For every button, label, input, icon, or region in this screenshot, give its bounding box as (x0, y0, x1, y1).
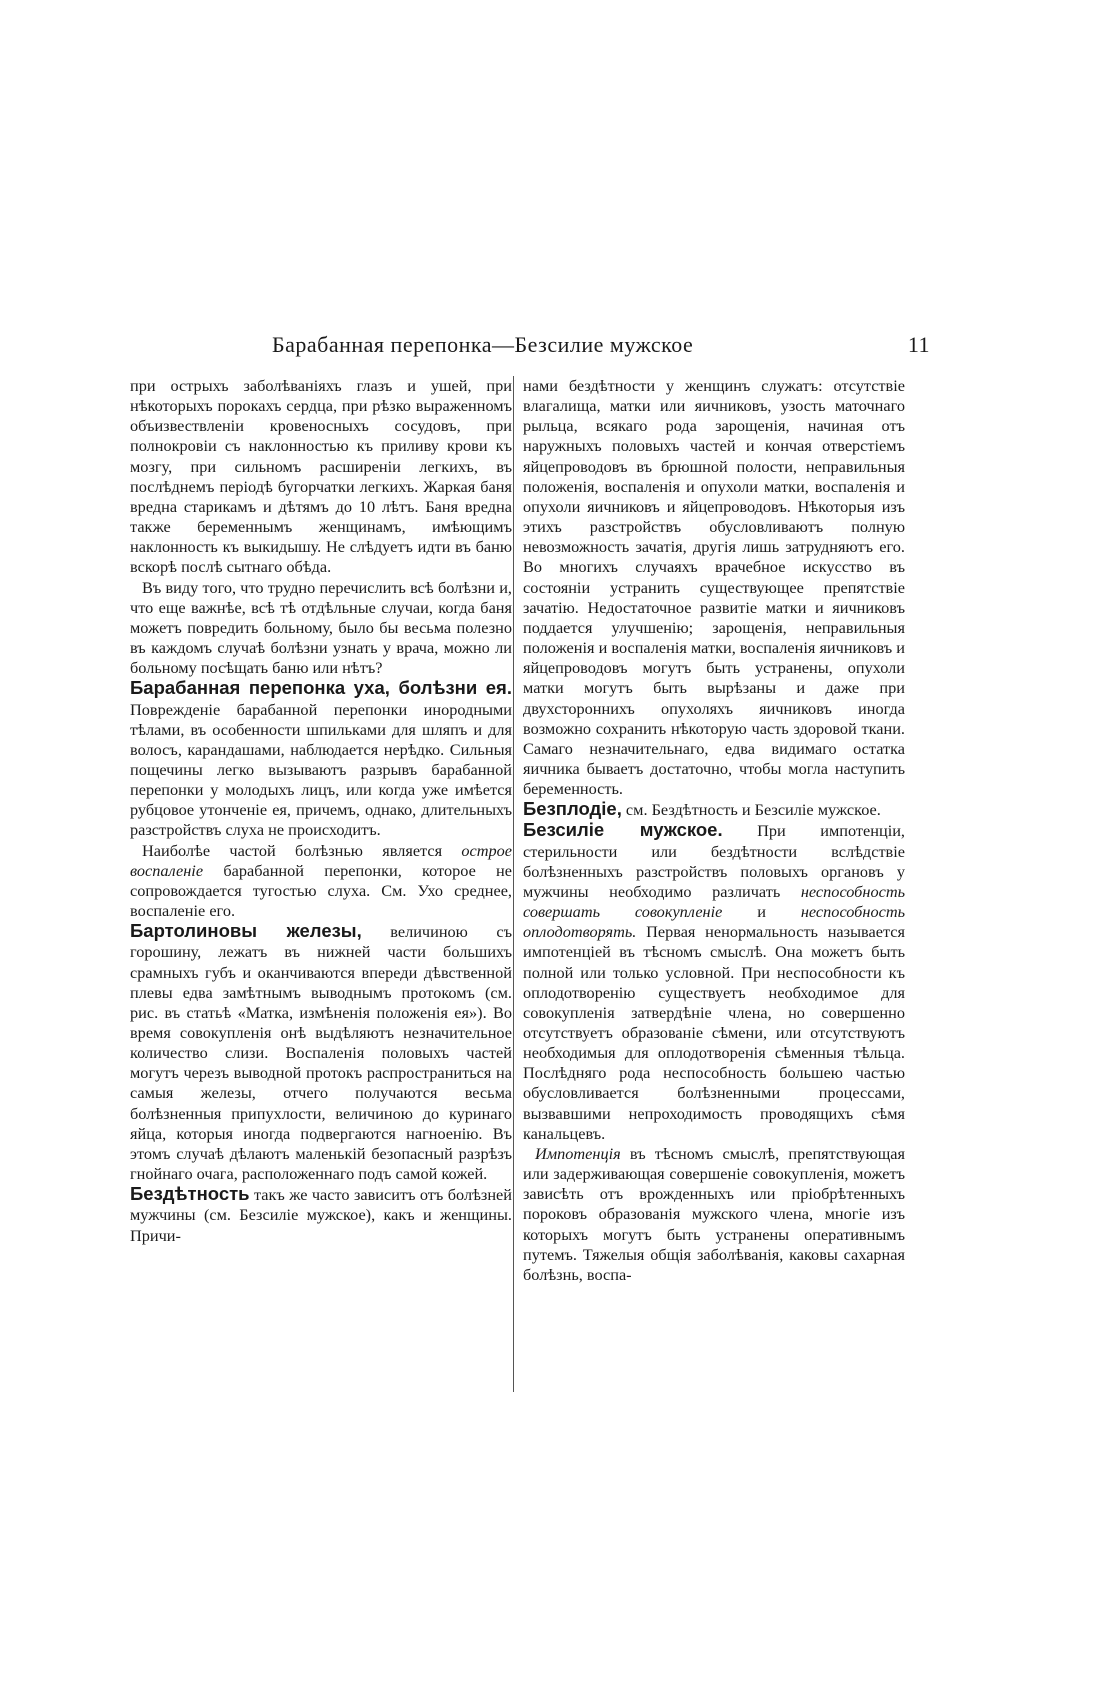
right-paragraph-4 (523, 1144, 905, 1285)
page-title: Барабанная перепонка—Безсилие мужское (272, 332, 694, 357)
running-head (130, 332, 930, 362)
emphasis: неспособность совершать совокупленіе (523, 881, 905, 922)
headword: Бартолиновы железы, (130, 920, 362, 942)
entry-text: величиною съ горошину, лежатъ въ нижней части большихъ срамныхъ губъ и оканчиваются впереди дѣвственной плевы едва замѣтнымъ выводнымъ протокомъ (см. рис. въ статьѣ «Матка, измѣненія положенія ея»). Во время совокупленія онѣ выдѣляютъ незначительное количество слизи. Воспаленія половыхъ частей могутъ черезъ выводной протокъ распространиться на самыя железы, отчего получаются весьма болѣзненныя припухлости, величиною до куринаго яйца, которыя иногда подвергаются нагноенію. Въ этомъ случаѣ дѣлаютъ маленькій безопасный разрѣзъ гнойнаго очага, расположеннаго подъ самой кожей. (130, 922, 512, 1184)
entry-bezplodie (523, 799, 905, 820)
right-column (523, 376, 905, 1285)
headword: Барабанная перепонка уха, болѣзни ея. (130, 677, 512, 699)
right-paragraph-1: нами бездѣтности у женщинъ служатъ: отсутствіе влагалища, матки или яичниковъ, узость маточнаго рыльца, всякаго рода зарощенія, начиная отъ наружныхъ половыхъ частей и кончая отверстіемъ яйцепроводовъ въ брюшной полости, неправильныя положенія, воспаленія и опухоли матки, воспаленія и опухоли яичниковъ и яйцепроводовъ. Нѣкоторыя изъ этихъ разстройствъ обусловливаютъ полную невозможность зачатія, другія лишь затрудняютъ его. Во многихъ случаяхъ врачебное искусство въ состояніи устранить существующее препятствіе зачатію. Недостаточное развитіе матки и яичниковъ поддается улучшенію; зарощенія, неправильныя положенія и воспаленія матки, воспаленія яичниковъ и яйцепроводовъ могутъ быть устранены, опухоли матки могутъ быть вырѣзаны и даже при двухстороннихъ опухоляхъ яичниковъ иногда возможно сохранить нѣкоторую часть здоровой ткани. Самаго незначительнаго, едва видимаго остатка яичника бываетъ достаточно, чтобы могла наступить беременность. (523, 376, 905, 799)
left-column (130, 376, 512, 1246)
headword: Бездѣтность (130, 1183, 250, 1205)
left-paragraph-4 (130, 841, 512, 922)
entry-bezsilie-muzhskoe (523, 820, 905, 1144)
entry-bezdetnost (130, 1184, 512, 1245)
text-run: барабанной перепонки, которое не сопровождается тугостью слуха. См. Ухо среднее, воспаленіе его. (130, 860, 512, 921)
text-run: и (722, 902, 801, 922)
column-divider (513, 376, 514, 1392)
headword: Безсиліе мужское. (523, 819, 723, 841)
entry-text: см. Бездѣтность и Безсиліе мужское. (621, 800, 881, 820)
emphasis: острое воспаленіе (130, 840, 512, 880)
left-paragraph-2: Въ виду того, что трудно перечислить всѣ болѣзни и, что еще важнѣе, всѣ тѣ отдѣльные случаи, когда баня можетъ повредить больному, было бы весьма полезно въ каждомъ случаѣ болѣзни узнать у врача, можно ли больному посѣщать баню или нѣтъ? (130, 577, 512, 678)
page-number: 11 (907, 332, 930, 357)
text-run: въ тѣсномъ смыслѣ, препятствующая или задерживающая совершеніе совокупленія, можетъ зависѣть отъ врожденныхъ или пріобрѣтенныхъ пороковъ образованія мужского члена, многіе изъ которыхъ могутъ быть устранены оперативнымъ путемъ. Тяжелыя общія заболѣванія, каковы сахарная болѣзнь, воспа- (523, 1143, 905, 1284)
text-run: При импотенціи, стерильности или бездѣтности вслѣдствіе болѣзненныхъ разстройствъ половыхъ органовъ у мужчины необходимо различать (523, 821, 906, 901)
left-paragraph-1: при острыхъ заболѣваніяхъ глазъ и ушей, при нѣкоторыхъ порокахъ сердца, при рѣзко выраженномъ объизвествленіи кровеносныхъ сосудовъ, при полнокровіи съ наклонностью къ приливу крови къ мозгу, при сильномъ расширеніи легкихъ, въ послѣднемъ періодѣ бугорчатки легкихъ. Жаркая баня вредна старикамъ и дѣтямъ до 10 лѣтъ. Баня вредна также беременнымъ женщинамъ, имѣющимъ наклонность къ выкидышу. Не слѣдуетъ идти въ баню вскорѣ послѣ сытнаго обѣда. (130, 376, 512, 577)
entry-text: Поврежденіе барабанной перепонки инородными тѣлами, въ особенности шпильками для шляпъ и для волосъ, карандашами, наблюдается нерѣдко. Сильныя пощечины легко вызываютъ разрывъ барабанной перепонки у молодыхъ лицъ, или когда уже имѣется рубцовое утонченіе ея, причемъ, однако, длительныхъ разстройствъ слуха не происходитъ. (130, 699, 512, 840)
headword: Безплодіе, (523, 798, 622, 820)
emphasis: Импотенція (535, 1143, 621, 1163)
entry-barabannaya-pereponka (130, 678, 512, 840)
text-run: Первая ненормальность называется импотенціей въ тѣсномъ смыслѣ. Она можетъ быть полной или только условной. При неспособности къ оплодотворенію существуетъ необходимое для совокупленія затвердѣніе члена, но совершенно отсутствуетъ образованіе сѣмени, или отсутствуютъ необходимыя для оплодотворенія сѣменныя тѣльца. Послѣдняго рода неспособность большею частью обусловливается болѣзненными процессами, вызвавшими непроходимость проводящихъ сѣмя канальцевъ. (523, 922, 905, 1143)
entry-text: такъ же часто зависитъ отъ болѣзней мужчины (см. Безсиліе мужское), какъ и женщины. Причи- (130, 1185, 512, 1245)
entry-bartolinovy-zhelezy (130, 921, 512, 1184)
emphasis: неспособность оплодотворять. (523, 902, 905, 942)
text-run: Наиболѣе частой болѣзнью является (142, 840, 462, 860)
